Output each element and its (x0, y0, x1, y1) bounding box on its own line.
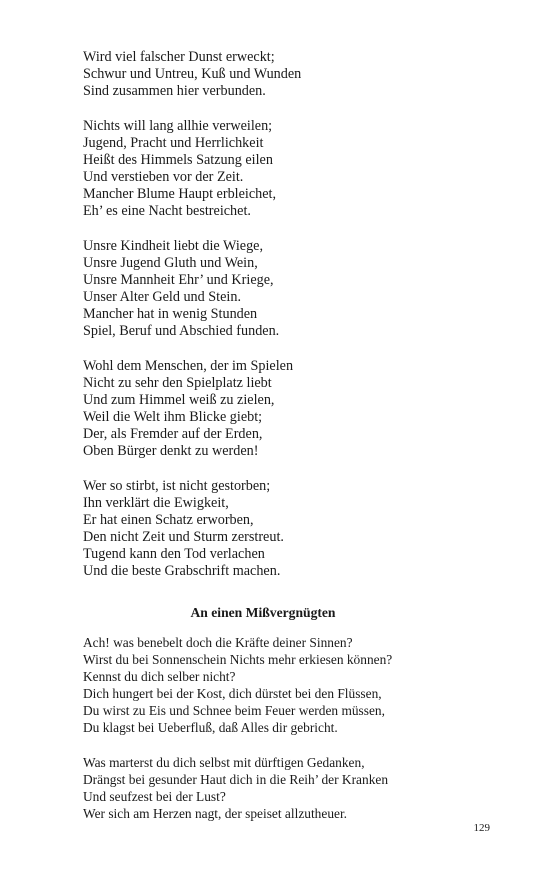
verse-line: Wer so stirbt, ist nicht gestorben; (83, 478, 271, 494)
verse-line: Weil die Welt ihm Blicke giebt; (83, 409, 263, 425)
verse-line: Und seufzest bei der Lust? (83, 789, 226, 804)
poem-title: An einen Mißvergnügten (190, 605, 336, 620)
verse-line: Der, als Fremder auf der Erden, (83, 426, 263, 442)
poem (83, 634, 483, 822)
verse-line: Kennst du dich selber nicht? (83, 669, 236, 684)
verse-line: Du wirst zu Eis und Schnee beim Feuer werden müssen, (83, 703, 385, 718)
verse-line: Dich hungert bei der Kost, dich dürstet bei den Flüssen, (83, 686, 382, 701)
stanza (83, 634, 483, 736)
verse-line: Wird viel falscher Dunst erweckt; (83, 49, 275, 65)
verse-line: Ach! was benebelt doch die Kräfte deiner Sinnen? (83, 635, 353, 650)
verse-line: Drängst bei gesunder Haut dich in die Reih’ der Kranken (83, 772, 389, 787)
page-number: 129 (473, 822, 490, 834)
verse-line: Du klagst bei Ueberfluß, daß Alles dir gebricht. (83, 720, 338, 735)
verse-line: Jugend, Pracht und Herrlichkeit (83, 135, 264, 151)
stanza (83, 478, 483, 580)
poem-continuation (83, 49, 483, 580)
verse-line: Und zum Himmel weiß zu zielen, (83, 392, 275, 408)
verse-line: Wer sich am Herzen nagt, der speiset allzutheuer. (83, 806, 348, 821)
verse-line: Spiel, Beruf und Abschied funden. (83, 323, 280, 339)
verse-line: Eh’ es eine Nacht bestreichet. (83, 203, 251, 219)
verse-line: Ihn verklärt die Ewigkeit, (83, 495, 229, 511)
verse-line: Er hat einen Schatz erworben, (83, 512, 254, 528)
verse-line: Nichts will lang allhie verweilen; (83, 118, 273, 134)
stanza (83, 358, 483, 460)
verse-line: Was marterst du dich selbst mit dürftigen Gedanken, (83, 755, 365, 770)
verse-line: Und verstieben vor der Zeit. (83, 169, 244, 185)
verse-line: Mancher hat in wenig Stunden (83, 306, 258, 322)
stanza (83, 118, 483, 220)
verse-line: Und die beste Grabschrift machen. (83, 563, 281, 579)
verse-line: Den nicht Zeit und Sturm zerstreut. (83, 529, 284, 545)
verse-line: Unser Alter Geld und Stein. (83, 289, 242, 305)
verse-line: Schwur und Untreu, Kuß und Wunden (83, 66, 302, 82)
verse-line: Wirst du bei Sonnenschein Nichts mehr erkiesen können? (83, 652, 393, 667)
verse-line: Heißt des Himmels Satzung eilen (83, 152, 273, 168)
stanza (83, 49, 483, 100)
verse-line: Unsre Mannheit Ehr’ und Kriege, (83, 272, 274, 288)
stanza (83, 754, 483, 822)
verse-line: Wohl dem Menschen, der im Spielen (83, 358, 294, 374)
verse-line: Tugend kann den Tod verlachen (83, 546, 265, 562)
book-page (83, 49, 483, 840)
verse-line: Oben Bürger denkt zu werden! (83, 443, 259, 459)
verse-line: Nicht zu sehr den Spielplatz liebt (83, 375, 272, 391)
stanza (83, 238, 483, 340)
verse-line: Sind zusammen hier verbunden. (83, 83, 266, 99)
verse-line: Unsre Jugend Gluth und Wein, (83, 255, 258, 271)
verse-line: Unsre Kindheit liebt die Wiege, (83, 238, 264, 254)
verse-line: Mancher Blume Haupt erbleichet, (83, 186, 277, 202)
